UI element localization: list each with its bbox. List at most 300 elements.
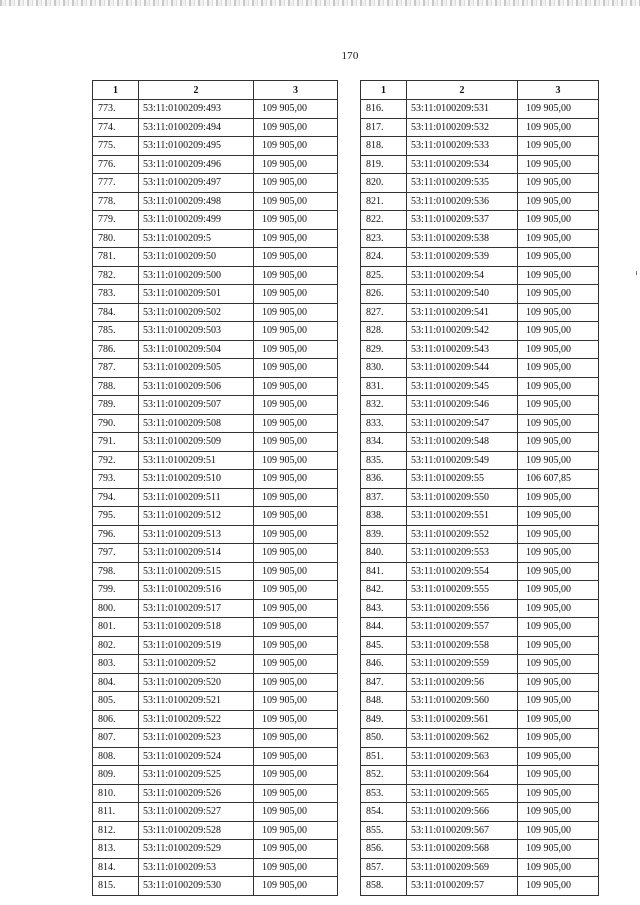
cadastral-value-cell: 109 905,00	[518, 562, 599, 581]
row-number-cell: 791.	[93, 433, 139, 452]
row-number-cell: 816.	[361, 100, 407, 119]
row-number-cell: 836.	[361, 470, 407, 489]
row-number-cell: 786.	[93, 340, 139, 359]
row-number-cell: 802.	[93, 636, 139, 655]
table-row	[93, 248, 338, 267]
table-row	[93, 470, 338, 489]
cadastral-value-cell: 109 905,00	[518, 636, 599, 655]
cadastral-value-cell: 109 905,00	[254, 618, 338, 637]
table-row	[93, 322, 338, 341]
cadastral-number-cell: 53:11:0100209:55	[407, 470, 518, 489]
table-header-row	[93, 81, 338, 100]
table-row	[361, 692, 599, 711]
table-row	[93, 766, 338, 785]
row-number-cell: 804.	[93, 673, 139, 692]
row-number-cell: 828.	[361, 322, 407, 341]
column-header-cadastral-number: 2	[407, 81, 518, 100]
cadastral-number-cell: 53:11:0100209:549	[407, 451, 518, 470]
row-number-cell: 830.	[361, 359, 407, 378]
cadastral-value-cell: 109 905,00	[254, 118, 338, 137]
cadastral-value-cell: 109 905,00	[518, 137, 599, 156]
cadastral-number-cell: 53:11:0100209:508	[139, 414, 254, 433]
row-number-cell: 856.	[361, 840, 407, 859]
cadastral-value-cell: 109 905,00	[518, 544, 599, 563]
table-row	[361, 470, 599, 489]
cadastral-value-cell: 109 905,00	[254, 137, 338, 156]
cadastral-number-cell: 53:11:0100209:519	[139, 636, 254, 655]
row-number-cell: 793.	[93, 470, 139, 489]
cadastral-number-cell: 53:11:0100209:524	[139, 747, 254, 766]
row-number-cell: 838.	[361, 507, 407, 526]
scan-edge-artifact	[0, 0, 640, 6]
row-number-cell: 779.	[93, 211, 139, 230]
cadastral-number-cell: 53:11:0100209:532	[407, 118, 518, 137]
row-number-cell: 851.	[361, 747, 407, 766]
cadastral-number-cell: 53:11:0100209:500	[139, 266, 254, 285]
table-body-right	[361, 100, 599, 896]
table-row	[93, 544, 338, 563]
table-row	[93, 211, 338, 230]
cadastral-value-cell: 109 905,00	[254, 396, 338, 415]
cadastral-value-cell: 109 905,00	[254, 877, 338, 896]
cadastral-value-cell: 109 905,00	[254, 470, 338, 489]
cadastral-value-cell: 109 905,00	[518, 858, 599, 877]
row-number-cell: 809.	[93, 766, 139, 785]
cadastral-number-cell: 53:11:0100209:525	[139, 766, 254, 785]
row-number-cell: 815.	[93, 877, 139, 896]
table-row	[93, 359, 338, 378]
cadastral-number-cell: 53:11:0100209:496	[139, 155, 254, 174]
cadastral-number-cell: 53:11:0100209:550	[407, 488, 518, 507]
row-number-cell: 858.	[361, 877, 407, 896]
table-row	[93, 618, 338, 637]
cadastral-value-cell: 109 905,00	[518, 359, 599, 378]
cadastral-value-cell: 109 905,00	[254, 784, 338, 803]
cadastral-value-cell: 109 905,00	[254, 710, 338, 729]
row-number-cell: 813.	[93, 840, 139, 859]
cadastral-value-cell: 109 905,00	[518, 303, 599, 322]
cadastral-value-cell: 109 905,00	[254, 747, 338, 766]
row-number-cell: 800.	[93, 599, 139, 618]
cadastral-value-cell: 109 905,00	[254, 414, 338, 433]
column-header-number: 1	[361, 81, 407, 100]
cadastral-table-right	[360, 80, 599, 896]
cadastral-number-cell: 53:11:0100209:513	[139, 525, 254, 544]
cadastral-number-cell: 53:11:0100209:546	[407, 396, 518, 415]
table-header-row	[361, 81, 599, 100]
cadastral-number-cell: 53:11:0100209:561	[407, 710, 518, 729]
row-number-cell: 831.	[361, 377, 407, 396]
cadastral-number-cell: 53:11:0100209:50	[139, 248, 254, 267]
cadastral-value-cell: 109 905,00	[254, 599, 338, 618]
cadastral-value-cell: 109 905,00	[518, 396, 599, 415]
cadastral-value-cell: 109 905,00	[254, 303, 338, 322]
table-row	[93, 821, 338, 840]
column-header-value: 3	[518, 81, 599, 100]
cadastral-number-cell: 53:11:0100209:505	[139, 359, 254, 378]
table-row	[361, 581, 599, 600]
table-row	[93, 636, 338, 655]
table-row	[361, 488, 599, 507]
cadastral-value-cell: 109 905,00	[518, 414, 599, 433]
table-row	[361, 858, 599, 877]
table-row	[361, 636, 599, 655]
cadastral-number-cell: 53:11:0100209:552	[407, 525, 518, 544]
table-row	[361, 840, 599, 859]
table-row	[93, 118, 338, 137]
cadastral-value-cell: 109 905,00	[518, 266, 599, 285]
table-row	[361, 655, 599, 674]
cadastral-number-cell: 53:11:0100209:497	[139, 174, 254, 193]
table-row	[361, 248, 599, 267]
row-number-cell: 777.	[93, 174, 139, 193]
table-row	[361, 803, 599, 822]
row-number-cell: 853.	[361, 784, 407, 803]
table-row	[361, 414, 599, 433]
cadastral-number-cell: 53:11:0100209:521	[139, 692, 254, 711]
row-number-cell: 780.	[93, 229, 139, 248]
cadastral-value-cell: 109 905,00	[518, 118, 599, 137]
cadastral-value-cell: 109 905,00	[518, 433, 599, 452]
table-row	[93, 729, 338, 748]
cadastral-value-cell: 109 905,00	[254, 766, 338, 785]
row-number-cell: 789.	[93, 396, 139, 415]
cadastral-number-cell: 53:11:0100209:509	[139, 433, 254, 452]
table-row	[361, 118, 599, 137]
scan-speck	[636, 271, 637, 275]
table-row	[361, 821, 599, 840]
cadastral-number-cell: 53:11:0100209:547	[407, 414, 518, 433]
table-row	[361, 507, 599, 526]
cadastral-value-cell: 109 905,00	[254, 655, 338, 674]
cadastral-number-cell: 53:11:0100209:539	[407, 248, 518, 267]
row-number-cell: 784.	[93, 303, 139, 322]
row-number-cell: 839.	[361, 525, 407, 544]
cadastral-value-cell: 109 905,00	[254, 692, 338, 711]
table-row	[93, 877, 338, 896]
table-row	[361, 303, 599, 322]
table-row	[93, 692, 338, 711]
cadastral-number-cell: 53:11:0100209:545	[407, 377, 518, 396]
row-number-cell: 825.	[361, 266, 407, 285]
row-number-cell: 852.	[361, 766, 407, 785]
cadastral-number-cell: 53:11:0100209:531	[407, 100, 518, 119]
table-row	[93, 507, 338, 526]
row-number-cell: 787.	[93, 359, 139, 378]
table-row	[93, 229, 338, 248]
cadastral-value-cell: 109 905,00	[518, 507, 599, 526]
table-row	[361, 544, 599, 563]
row-number-cell: 814.	[93, 858, 139, 877]
row-number-cell: 805.	[93, 692, 139, 711]
cadastral-number-cell: 53:11:0100209:54	[407, 266, 518, 285]
cadastral-number-cell: 53:11:0100209:503	[139, 322, 254, 341]
cadastral-value-cell: 109 905,00	[518, 451, 599, 470]
cadastral-value-cell: 109 905,00	[518, 877, 599, 896]
cadastral-value-cell: 109 905,00	[254, 729, 338, 748]
row-number-cell: 819.	[361, 155, 407, 174]
cadastral-value-cell: 109 905,00	[518, 211, 599, 230]
cadastral-number-cell: 53:11:0100209:510	[139, 470, 254, 489]
table-row	[93, 414, 338, 433]
cadastral-number-cell: 53:11:0100209:540	[407, 285, 518, 304]
row-number-cell: 801.	[93, 618, 139, 637]
row-number-cell: 843.	[361, 599, 407, 618]
row-number-cell: 798.	[93, 562, 139, 581]
cadastral-value-cell: 109 905,00	[254, 562, 338, 581]
cadastral-number-cell: 53:11:0100209:564	[407, 766, 518, 785]
cadastral-number-cell: 53:11:0100209:559	[407, 655, 518, 674]
table-row	[361, 229, 599, 248]
cadastral-number-cell: 53:11:0100209:563	[407, 747, 518, 766]
table-row	[93, 303, 338, 322]
cadastral-value-cell: 109 905,00	[254, 544, 338, 563]
cadastral-number-cell: 53:11:0100209:529	[139, 840, 254, 859]
cadastral-value-cell: 109 905,00	[518, 599, 599, 618]
cadastral-value-cell: 109 905,00	[518, 248, 599, 267]
cadastral-value-cell: 109 905,00	[254, 155, 338, 174]
table-row	[361, 433, 599, 452]
row-number-cell: 842.	[361, 581, 407, 600]
row-number-cell: 811.	[93, 803, 139, 822]
cadastral-number-cell: 53:11:0100209:565	[407, 784, 518, 803]
cadastral-value-cell: 109 905,00	[518, 322, 599, 341]
table-row	[361, 266, 599, 285]
cadastral-number-cell: 53:11:0100209:569	[407, 858, 518, 877]
row-number-cell: 827.	[361, 303, 407, 322]
table-row	[361, 211, 599, 230]
row-number-cell: 845.	[361, 636, 407, 655]
cadastral-number-cell: 53:11:0100209:548	[407, 433, 518, 452]
table-row	[361, 100, 599, 119]
row-number-cell: 788.	[93, 377, 139, 396]
cadastral-value-cell: 109 905,00	[518, 766, 599, 785]
table-row	[361, 451, 599, 470]
cadastral-number-cell: 53:11:0100209:506	[139, 377, 254, 396]
row-number-cell: 775.	[93, 137, 139, 156]
page-number: 170	[341, 50, 359, 62]
cadastral-value-cell: 109 905,00	[518, 229, 599, 248]
row-number-cell: 846.	[361, 655, 407, 674]
row-number-cell: 826.	[361, 285, 407, 304]
cadastral-number-cell: 53:11:0100209:543	[407, 340, 518, 359]
row-number-cell: 844.	[361, 618, 407, 637]
row-number-cell: 776.	[93, 155, 139, 174]
table-row	[361, 137, 599, 156]
cadastral-number-cell: 53:11:0100209:530	[139, 877, 254, 896]
cadastral-value-cell: 109 905,00	[254, 858, 338, 877]
cadastral-number-cell: 53:11:0100209:555	[407, 581, 518, 600]
table-row	[93, 803, 338, 822]
row-number-cell: 820.	[361, 174, 407, 193]
table-row	[93, 784, 338, 803]
table-row	[361, 285, 599, 304]
row-number-cell: 847.	[361, 673, 407, 692]
row-number-cell: 794.	[93, 488, 139, 507]
row-number-cell: 783.	[93, 285, 139, 304]
row-number-cell: 785.	[93, 322, 139, 341]
table-row	[93, 710, 338, 729]
row-number-cell: 823.	[361, 229, 407, 248]
table-row	[361, 710, 599, 729]
table-row	[93, 174, 338, 193]
table-row	[361, 377, 599, 396]
cadastral-value-cell: 106 607,85	[518, 470, 599, 489]
table-row	[93, 155, 338, 174]
table-row	[93, 192, 338, 211]
table-row	[361, 599, 599, 618]
row-number-cell: 817.	[361, 118, 407, 137]
cadastral-value-cell: 109 905,00	[518, 747, 599, 766]
table-row	[361, 322, 599, 341]
cadastral-number-cell: 53:11:0100209:516	[139, 581, 254, 600]
cadastral-value-cell: 109 905,00	[518, 488, 599, 507]
cadastral-number-cell: 53:11:0100209:542	[407, 322, 518, 341]
cadastral-value-cell: 109 905,00	[254, 803, 338, 822]
row-number-cell: 773.	[93, 100, 139, 119]
cadastral-value-cell: 109 905,00	[518, 729, 599, 748]
cadastral-number-cell: 53:11:0100209:526	[139, 784, 254, 803]
cadastral-value-cell: 109 905,00	[254, 359, 338, 378]
table-row	[93, 396, 338, 415]
table-row	[361, 525, 599, 544]
cadastral-value-cell: 109 905,00	[254, 211, 338, 230]
row-number-cell: 810.	[93, 784, 139, 803]
cadastral-value-cell: 109 905,00	[518, 710, 599, 729]
cadastral-value-cell: 109 905,00	[254, 340, 338, 359]
column-header-value: 3	[254, 81, 338, 100]
row-number-cell: 806.	[93, 710, 139, 729]
row-number-cell: 790.	[93, 414, 139, 433]
cadastral-value-cell: 109 905,00	[254, 174, 338, 193]
row-number-cell: 803.	[93, 655, 139, 674]
cadastral-number-cell: 53:11:0100209:528	[139, 821, 254, 840]
cadastral-value-cell: 109 905,00	[518, 803, 599, 822]
table-row	[93, 433, 338, 452]
row-number-cell: 857.	[361, 858, 407, 877]
cadastral-value-cell: 109 905,00	[254, 673, 338, 692]
cadastral-value-cell: 109 905,00	[254, 488, 338, 507]
cadastral-number-cell: 53:11:0100209:493	[139, 100, 254, 119]
cadastral-number-cell: 53:11:0100209:511	[139, 488, 254, 507]
table-row	[93, 137, 338, 156]
row-number-cell: 796.	[93, 525, 139, 544]
table-row	[361, 729, 599, 748]
table-row	[361, 784, 599, 803]
cadastral-value-cell: 109 905,00	[518, 655, 599, 674]
cadastral-value-cell: 109 905,00	[254, 285, 338, 304]
table-row	[93, 377, 338, 396]
cadastral-value-cell: 109 905,00	[518, 618, 599, 637]
table-row	[361, 618, 599, 637]
row-number-cell: 833.	[361, 414, 407, 433]
table-row	[93, 599, 338, 618]
cadastral-number-cell: 53:11:0100209:558	[407, 636, 518, 655]
row-number-cell: 795.	[93, 507, 139, 526]
cadastral-number-cell: 53:11:0100209:527	[139, 803, 254, 822]
row-number-cell: 782.	[93, 266, 139, 285]
cadastral-number-cell: 53:11:0100209:53	[139, 858, 254, 877]
cadastral-value-cell: 109 905,00	[518, 174, 599, 193]
cadastral-number-cell: 53:11:0100209:556	[407, 599, 518, 618]
table-row	[361, 174, 599, 193]
cadastral-number-cell: 53:11:0100209:535	[407, 174, 518, 193]
cadastral-number-cell: 53:11:0100209:512	[139, 507, 254, 526]
row-number-cell: 799.	[93, 581, 139, 600]
cadastral-number-cell: 53:11:0100209:52	[139, 655, 254, 674]
cadastral-number-cell: 53:11:0100209:502	[139, 303, 254, 322]
cadastral-value-cell: 109 905,00	[518, 155, 599, 174]
cadastral-number-cell: 53:11:0100209:520	[139, 673, 254, 692]
table-row	[93, 266, 338, 285]
cadastral-number-cell: 53:11:0100209:534	[407, 155, 518, 174]
table-row	[93, 747, 338, 766]
cadastral-value-cell: 109 905,00	[254, 840, 338, 859]
cadastral-number-cell: 53:11:0100209:557	[407, 618, 518, 637]
cadastral-value-cell: 109 905,00	[254, 821, 338, 840]
row-number-cell: 824.	[361, 248, 407, 267]
table-row	[93, 581, 338, 600]
cadastral-value-cell: 109 905,00	[254, 266, 338, 285]
row-number-cell: 850.	[361, 729, 407, 748]
row-number-cell: 837.	[361, 488, 407, 507]
row-number-cell: 807.	[93, 729, 139, 748]
table-row	[93, 562, 338, 581]
cadastral-number-cell: 53:11:0100209:57	[407, 877, 518, 896]
row-number-cell: 792.	[93, 451, 139, 470]
table-row	[361, 747, 599, 766]
table-row	[361, 877, 599, 896]
cadastral-number-cell: 53:11:0100209:538	[407, 229, 518, 248]
table-row	[361, 155, 599, 174]
cadastral-value-cell: 109 905,00	[254, 229, 338, 248]
table-row	[93, 858, 338, 877]
cadastral-value-cell: 109 905,00	[254, 581, 338, 600]
table-row	[93, 488, 338, 507]
table-row	[93, 525, 338, 544]
cadastral-number-cell: 53:11:0100209:541	[407, 303, 518, 322]
row-number-cell: 849.	[361, 710, 407, 729]
table-row	[361, 192, 599, 211]
cadastral-number-cell: 53:11:0100209:522	[139, 710, 254, 729]
cadastral-value-cell: 109 905,00	[518, 525, 599, 544]
table-row	[93, 673, 338, 692]
cadastral-value-cell: 109 905,00	[254, 451, 338, 470]
cadastral-value-cell: 109 905,00	[518, 692, 599, 711]
cadastral-value-cell: 109 905,00	[518, 377, 599, 396]
cadastral-number-cell: 53:11:0100209:504	[139, 340, 254, 359]
row-number-cell: 841.	[361, 562, 407, 581]
cadastral-number-cell: 53:11:0100209:553	[407, 544, 518, 563]
row-number-cell: 778.	[93, 192, 139, 211]
cadastral-value-cell: 109 905,00	[254, 322, 338, 341]
table-row	[361, 359, 599, 378]
cadastral-value-cell: 109 905,00	[254, 100, 338, 119]
row-number-cell: 821.	[361, 192, 407, 211]
cadastral-number-cell: 53:11:0100209:536	[407, 192, 518, 211]
cadastral-number-cell: 53:11:0100209:501	[139, 285, 254, 304]
cadastral-number-cell: 53:11:0100209:5	[139, 229, 254, 248]
cadastral-value-cell: 109 905,00	[254, 377, 338, 396]
cadastral-value-cell: 109 905,00	[254, 433, 338, 452]
cadastral-number-cell: 53:11:0100209:499	[139, 211, 254, 230]
cadastral-value-cell: 109 905,00	[254, 248, 338, 267]
cadastral-number-cell: 53:11:0100209:544	[407, 359, 518, 378]
table-body-left	[93, 100, 338, 896]
cadastral-number-cell: 53:11:0100209:514	[139, 544, 254, 563]
row-number-cell: 829.	[361, 340, 407, 359]
cadastral-number-cell: 53:11:0100209:554	[407, 562, 518, 581]
